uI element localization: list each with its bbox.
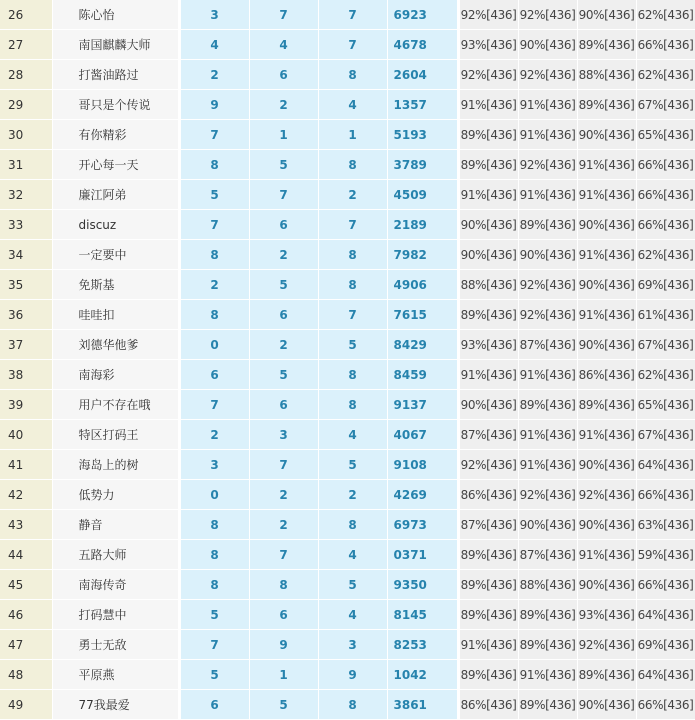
table-row <box>0 450 695 480</box>
row-digit-2: 1 <box>249 120 318 150</box>
row-rate-3: 92%[436] <box>577 480 636 510</box>
row-number: 8253 <box>387 630 457 660</box>
table-row <box>0 510 695 540</box>
row-digit-3: 2 <box>318 480 387 510</box>
row-rate-2: 90%[436] <box>518 510 577 540</box>
row-number: 4678 <box>387 30 457 60</box>
row-rate-1: 86%[436] <box>459 690 518 720</box>
row-rate-4: 66%[436] <box>636 180 695 210</box>
row-index: 29 <box>0 90 52 120</box>
table-row <box>0 120 695 150</box>
row-index: 38 <box>0 360 52 390</box>
row-digit-2: 2 <box>249 510 318 540</box>
row-user-name: 静音 <box>52 510 178 540</box>
row-rate-2: 92%[436] <box>518 0 577 30</box>
row-rate-2: 89%[436] <box>518 210 577 240</box>
row-rate-4: 66%[436] <box>636 30 695 60</box>
row-digit-2: 7 <box>249 450 318 480</box>
table-row <box>0 630 695 660</box>
row-number: 3861 <box>387 690 457 720</box>
row-rate-2: 87%[436] <box>518 540 577 570</box>
row-rate-3: 90%[436] <box>577 450 636 480</box>
row-number: 2189 <box>387 210 457 240</box>
row-index: 26 <box>0 0 52 30</box>
row-digit-3: 2 <box>318 180 387 210</box>
row-rate-4: 66%[436] <box>636 210 695 240</box>
row-digit-1: 7 <box>180 630 249 660</box>
row-user-name: 77我最爱 <box>52 690 178 720</box>
row-digit-3: 8 <box>318 240 387 270</box>
row-rate-2: 90%[436] <box>518 30 577 60</box>
row-digit-3: 5 <box>318 450 387 480</box>
row-number: 6973 <box>387 510 457 540</box>
row-index: 34 <box>0 240 52 270</box>
row-rate-4: 65%[436] <box>636 390 695 420</box>
row-user-name: 平原燕 <box>52 660 178 690</box>
table-row <box>0 30 695 60</box>
row-user-name: 哇哇扣 <box>52 300 178 330</box>
row-rate-3: 90%[436] <box>577 120 636 150</box>
table-row <box>0 570 695 600</box>
row-rate-1: 91%[436] <box>459 90 518 120</box>
row-user-name: 陈心怡 <box>52 0 178 30</box>
row-user-name: 南国麒麟大师 <box>52 30 178 60</box>
row-digit-1: 8 <box>180 300 249 330</box>
row-rate-1: 89%[436] <box>459 150 518 180</box>
row-rate-3: 93%[436] <box>577 600 636 630</box>
row-user-name: 低势力 <box>52 480 178 510</box>
row-digit-3: 7 <box>318 30 387 60</box>
row-index: 46 <box>0 600 52 630</box>
row-digit-2: 6 <box>249 300 318 330</box>
row-rate-3: 91%[436] <box>577 540 636 570</box>
row-rate-2: 90%[436] <box>518 240 577 270</box>
row-number: 2604 <box>387 60 457 90</box>
row-digit-3: 5 <box>318 570 387 600</box>
row-rate-4: 65%[436] <box>636 120 695 150</box>
row-index: 42 <box>0 480 52 510</box>
row-user-name: discuz <box>52 210 178 240</box>
row-user-name: 廉江阿弟 <box>52 180 178 210</box>
row-digit-1: 7 <box>180 210 249 240</box>
row-digit-3: 8 <box>318 60 387 90</box>
row-rate-2: 91%[436] <box>518 180 577 210</box>
table-row <box>0 180 695 210</box>
row-index: 28 <box>0 60 52 90</box>
row-user-name: 五路大师 <box>52 540 178 570</box>
row-rate-3: 90%[436] <box>577 510 636 540</box>
row-rate-3: 90%[436] <box>577 690 636 720</box>
row-rate-4: 66%[436] <box>636 570 695 600</box>
row-digit-3: 8 <box>318 510 387 540</box>
table-row <box>0 390 695 420</box>
row-digit-2: 1 <box>249 660 318 690</box>
row-rate-3: 92%[436] <box>577 630 636 660</box>
row-rate-1: 91%[436] <box>459 360 518 390</box>
row-digit-1: 3 <box>180 0 249 30</box>
row-rate-1: 93%[436] <box>459 330 518 360</box>
row-number: 7982 <box>387 240 457 270</box>
row-rate-2: 89%[436] <box>518 630 577 660</box>
row-rate-3: 91%[436] <box>577 300 636 330</box>
row-digit-2: 7 <box>249 540 318 570</box>
row-rate-1: 92%[436] <box>459 450 518 480</box>
row-rate-1: 87%[436] <box>459 510 518 540</box>
table-row <box>0 600 695 630</box>
table-row <box>0 210 695 240</box>
table-row <box>0 540 695 570</box>
row-index: 32 <box>0 180 52 210</box>
row-user-name: 特区打码王 <box>52 420 178 450</box>
row-digit-1: 2 <box>180 270 249 300</box>
row-rate-2: 89%[436] <box>518 390 577 420</box>
row-rate-3: 90%[436] <box>577 270 636 300</box>
row-digit-2: 3 <box>249 420 318 450</box>
row-digit-2: 4 <box>249 30 318 60</box>
row-user-name: 南海彩 <box>52 360 178 390</box>
row-number: 8459 <box>387 360 457 390</box>
table-row <box>0 360 695 390</box>
row-digit-1: 8 <box>180 240 249 270</box>
row-rate-4: 62%[436] <box>636 360 695 390</box>
row-digit-1: 6 <box>180 690 249 720</box>
row-digit-1: 8 <box>180 540 249 570</box>
row-number: 4906 <box>387 270 457 300</box>
row-user-name: 有你精彩 <box>52 120 178 150</box>
row-rate-2: 91%[436] <box>518 660 577 690</box>
row-rate-3: 91%[436] <box>577 150 636 180</box>
row-number: 4067 <box>387 420 457 450</box>
row-user-name: 免斯基 <box>52 270 178 300</box>
row-rate-1: 93%[436] <box>459 30 518 60</box>
table-row <box>0 300 695 330</box>
row-rate-3: 90%[436] <box>577 570 636 600</box>
row-digit-2: 6 <box>249 600 318 630</box>
row-digit-2: 2 <box>249 330 318 360</box>
row-index: 47 <box>0 630 52 660</box>
row-index: 35 <box>0 270 52 300</box>
row-user-name: 开心每一天 <box>52 150 178 180</box>
row-digit-1: 3 <box>180 450 249 480</box>
row-rate-1: 89%[436] <box>459 300 518 330</box>
row-rate-1: 88%[436] <box>459 270 518 300</box>
row-rate-1: 92%[436] <box>459 0 518 30</box>
row-rate-4: 61%[436] <box>636 300 695 330</box>
row-user-name: 海岛上的树 <box>52 450 178 480</box>
row-index: 40 <box>0 420 52 450</box>
row-rate-3: 89%[436] <box>577 90 636 120</box>
row-digit-1: 2 <box>180 420 249 450</box>
row-rate-3: 86%[436] <box>577 360 636 390</box>
row-rate-3: 90%[436] <box>577 210 636 240</box>
row-digit-1: 8 <box>180 150 249 180</box>
row-rate-3: 91%[436] <box>577 180 636 210</box>
row-number: 7615 <box>387 300 457 330</box>
row-rate-2: 92%[436] <box>518 300 577 330</box>
table-row <box>0 480 695 510</box>
row-rate-1: 91%[436] <box>459 630 518 660</box>
row-digit-1: 9 <box>180 90 249 120</box>
row-digit-3: 5 <box>318 330 387 360</box>
row-index: 31 <box>0 150 52 180</box>
row-user-name: 南海传奇 <box>52 570 178 600</box>
row-rate-4: 66%[436] <box>636 150 695 180</box>
row-digit-3: 8 <box>318 360 387 390</box>
row-rate-4: 63%[436] <box>636 510 695 540</box>
row-number: 1042 <box>387 660 457 690</box>
row-digit-2: 8 <box>249 570 318 600</box>
row-number: 8429 <box>387 330 457 360</box>
row-digit-1: 2 <box>180 60 249 90</box>
row-digit-3: 7 <box>318 0 387 30</box>
row-rate-2: 91%[436] <box>518 420 577 450</box>
row-rate-4: 66%[436] <box>636 690 695 720</box>
row-rate-2: 91%[436] <box>518 120 577 150</box>
row-rate-2: 91%[436] <box>518 450 577 480</box>
row-digit-1: 7 <box>180 390 249 420</box>
row-index: 43 <box>0 510 52 540</box>
table-row <box>0 270 695 300</box>
row-digit-1: 8 <box>180 570 249 600</box>
row-rate-2: 92%[436] <box>518 60 577 90</box>
row-digit-2: 2 <box>249 240 318 270</box>
row-digit-2: 5 <box>249 270 318 300</box>
row-rate-4: 69%[436] <box>636 270 695 300</box>
row-rate-3: 90%[436] <box>577 0 636 30</box>
row-digit-3: 8 <box>318 270 387 300</box>
row-rate-1: 86%[436] <box>459 480 518 510</box>
row-number: 0371 <box>387 540 457 570</box>
table-row <box>0 420 695 450</box>
row-digit-3: 9 <box>318 660 387 690</box>
row-rate-2: 91%[436] <box>518 90 577 120</box>
table-row <box>0 0 695 30</box>
row-user-name: 勇士无敌 <box>52 630 178 660</box>
row-rate-3: 88%[436] <box>577 60 636 90</box>
row-rate-1: 89%[436] <box>459 540 518 570</box>
row-rate-4: 64%[436] <box>636 660 695 690</box>
row-digit-2: 6 <box>249 390 318 420</box>
row-index: 36 <box>0 300 52 330</box>
row-user-name: 打酱油路过 <box>52 60 178 90</box>
row-number: 5193 <box>387 120 457 150</box>
row-number: 3789 <box>387 150 457 180</box>
row-rate-4: 64%[436] <box>636 450 695 480</box>
row-rate-1: 89%[436] <box>459 570 518 600</box>
row-digit-3: 4 <box>318 600 387 630</box>
row-rate-1: 89%[436] <box>459 600 518 630</box>
row-rate-1: 89%[436] <box>459 660 518 690</box>
row-digit-2: 6 <box>249 210 318 240</box>
row-index: 49 <box>0 690 52 720</box>
row-digit-1: 0 <box>180 330 249 360</box>
row-number: 9137 <box>387 390 457 420</box>
row-digit-1: 5 <box>180 180 249 210</box>
row-rate-3: 91%[436] <box>577 240 636 270</box>
row-rate-4: 62%[436] <box>636 60 695 90</box>
row-digit-1: 7 <box>180 120 249 150</box>
row-number: 9108 <box>387 450 457 480</box>
row-rate-2: 87%[436] <box>518 330 577 360</box>
row-rate-4: 62%[436] <box>636 0 695 30</box>
row-rate-2: 92%[436] <box>518 480 577 510</box>
table-row <box>0 330 695 360</box>
row-digit-1: 0 <box>180 480 249 510</box>
row-rate-2: 88%[436] <box>518 570 577 600</box>
row-number: 1357 <box>387 90 457 120</box>
row-digit-3: 8 <box>318 150 387 180</box>
row-index: 27 <box>0 30 52 60</box>
table-row <box>0 240 695 270</box>
row-digit-2: 5 <box>249 690 318 720</box>
row-rate-1: 89%[436] <box>459 120 518 150</box>
row-rate-3: 89%[436] <box>577 390 636 420</box>
row-rate-1: 92%[436] <box>459 60 518 90</box>
row-digit-3: 4 <box>318 90 387 120</box>
row-digit-3: 7 <box>318 300 387 330</box>
row-digit-3: 4 <box>318 420 387 450</box>
row-index: 48 <box>0 660 52 690</box>
row-digit-3: 1 <box>318 120 387 150</box>
row-rate-4: 67%[436] <box>636 90 695 120</box>
row-digit-1: 5 <box>180 660 249 690</box>
row-number: 6923 <box>387 0 457 30</box>
row-digit-3: 7 <box>318 210 387 240</box>
row-digit-2: 7 <box>249 180 318 210</box>
row-digit-2: 6 <box>249 60 318 90</box>
row-digit-2: 9 <box>249 630 318 660</box>
row-rate-1: 90%[436] <box>459 240 518 270</box>
row-rate-4: 67%[436] <box>636 330 695 360</box>
row-rate-4: 64%[436] <box>636 600 695 630</box>
row-rate-2: 89%[436] <box>518 600 577 630</box>
row-rate-1: 90%[436] <box>459 210 518 240</box>
row-digit-3: 3 <box>318 630 387 660</box>
row-index: 39 <box>0 390 52 420</box>
table-row <box>0 690 695 720</box>
row-rate-3: 89%[436] <box>577 660 636 690</box>
row-number: 4509 <box>387 180 457 210</box>
row-digit-2: 5 <box>249 360 318 390</box>
table-row <box>0 660 695 690</box>
row-index: 44 <box>0 540 52 570</box>
row-index: 45 <box>0 570 52 600</box>
row-rate-3: 91%[436] <box>577 420 636 450</box>
row-digit-3: 4 <box>318 540 387 570</box>
row-digit-2: 2 <box>249 90 318 120</box>
row-index: 41 <box>0 450 52 480</box>
row-rate-4: 69%[436] <box>636 630 695 660</box>
row-rate-3: 90%[436] <box>577 330 636 360</box>
row-index: 30 <box>0 120 52 150</box>
table-row <box>0 90 695 120</box>
row-rate-1: 87%[436] <box>459 420 518 450</box>
row-rate-4: 59%[436] <box>636 540 695 570</box>
table-row <box>0 150 695 180</box>
row-digit-1: 5 <box>180 600 249 630</box>
row-user-name: 打码慧中 <box>52 600 178 630</box>
row-rate-1: 91%[436] <box>459 180 518 210</box>
row-rate-2: 91%[436] <box>518 360 577 390</box>
row-rate-4: 66%[436] <box>636 480 695 510</box>
table-row <box>0 60 695 90</box>
row-digit-1: 4 <box>180 30 249 60</box>
row-number: 9350 <box>387 570 457 600</box>
row-index: 37 <box>0 330 52 360</box>
row-user-name: 一定要中 <box>52 240 178 270</box>
row-rate-2: 92%[436] <box>518 150 577 180</box>
row-user-name: 哥只是个传说 <box>52 90 178 120</box>
row-rate-4: 67%[436] <box>636 420 695 450</box>
row-digit-2: 7 <box>249 0 318 30</box>
row-digit-2: 5 <box>249 150 318 180</box>
row-rate-1: 90%[436] <box>459 390 518 420</box>
row-digit-1: 8 <box>180 510 249 540</box>
row-digit-3: 8 <box>318 390 387 420</box>
row-number: 4269 <box>387 480 457 510</box>
row-index: 33 <box>0 210 52 240</box>
row-user-name: 用户不存在哦 <box>52 390 178 420</box>
row-rate-2: 92%[436] <box>518 270 577 300</box>
row-digit-2: 2 <box>249 480 318 510</box>
row-rate-2: 89%[436] <box>518 690 577 720</box>
row-digit-1: 6 <box>180 360 249 390</box>
row-digit-3: 8 <box>318 690 387 720</box>
row-rate-4: 62%[436] <box>636 240 695 270</box>
row-user-name: 刘德华他爹 <box>52 330 178 360</box>
row-number: 8145 <box>387 600 457 630</box>
row-rate-3: 89%[436] <box>577 30 636 60</box>
